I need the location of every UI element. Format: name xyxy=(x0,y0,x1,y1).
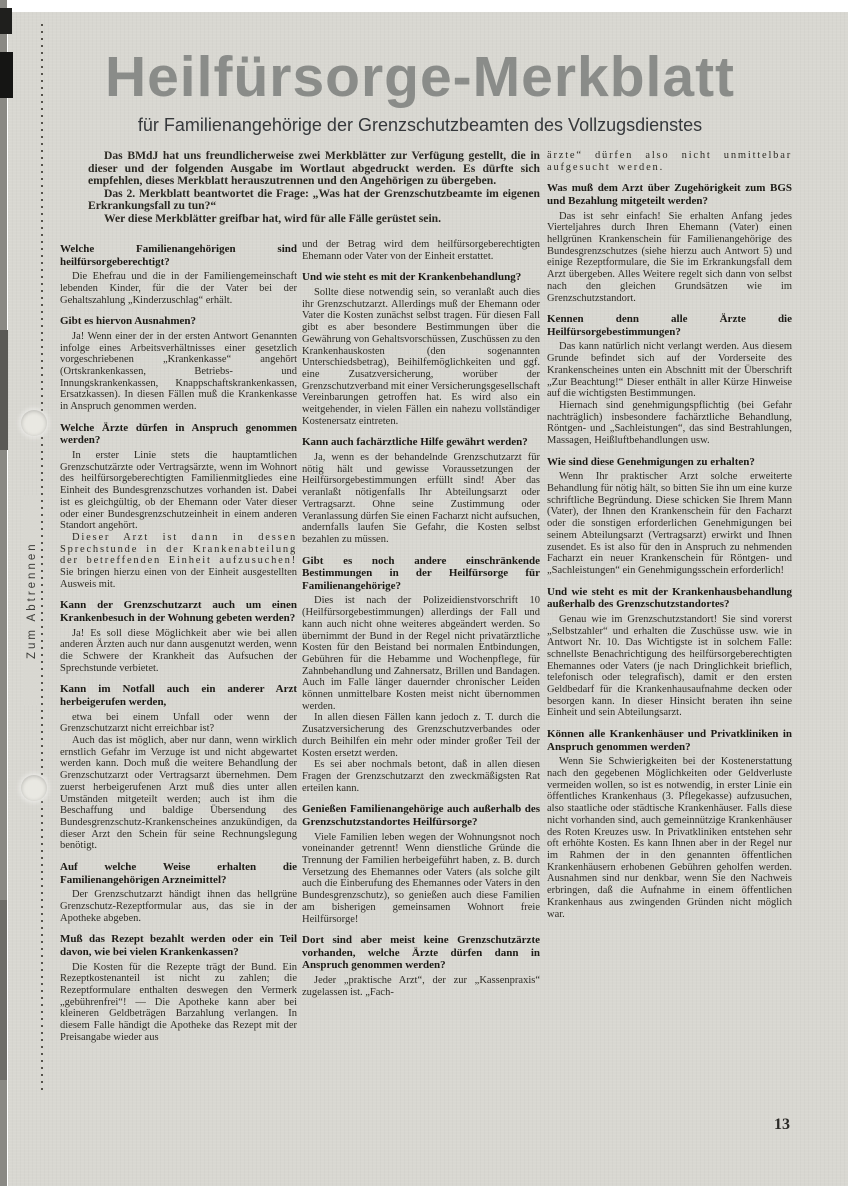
question-heading: Und wie steht es mit der Krankenbehandlung? xyxy=(302,271,522,284)
paragraph: Die Kosten für die Rezepte trägt der Bund. Ein Rezeptkostenanteil ist nicht zu zahlen; die Rezeptformulare enthalten deswegen den Vermerk „gebührenfrei“! — Die Apotheke kann aber bei kleineren Geldbeträgen Barzahlung verlangen. In diesem Falle händigt die Apotheke das Rezept mit der Preisangabe wieder aus xyxy=(60,961,297,1043)
question-heading: Kann der Grenzschutzarzt auch um einen Krankenbesuch in der Wohnung gebeten werden? xyxy=(60,599,297,625)
paragraph: Ja! Es soll diese Möglichkeit aber wie bei allen anderen Ärzten auch nur dann ausgenutzt werden, wenn die Schwere der Krankheit das Aufsuchen der Sprechstunde verbietet. xyxy=(60,627,297,674)
masthead xyxy=(70,46,770,136)
intro-paragraph: Wer diese Merkblätter greifbar hat, wird für alle Fälle gerüstet sein. xyxy=(104,211,442,225)
paragraph: Jeder „praktische Arzt“, der zur „Kassenpraxis“ zugelassen ist. „Fach- xyxy=(302,974,540,998)
punch-hole xyxy=(21,775,47,801)
paragraph: Ja, wenn es der behandelnde Grenzschutzarzt für nötig hält und gewisse Voraussetzungen der Heilfürsorgebestimmungen erfüllt sind! Aber das veranlaßt nötigenfalls Ihr Abteilungsarzt oder Vertragsarzt. Ohne seine Zustimmung oder Veranlassung dürfen Sie einen Facharzt nicht aufsuchen, andernfalls laufen Sie Gefahr, die Kosten selbst bezahlen zu müssen. xyxy=(302,452,540,545)
intro-paragraphs xyxy=(88,150,540,225)
perforation-dotted-line xyxy=(41,24,43,1090)
paragraph: etwa bei einem Unfall oder wenn der Grenzschutzarzt nicht erreichbar ist? xyxy=(60,711,297,735)
question-heading: Wie sind diese Genehmigungen zu erhalten? xyxy=(547,455,755,468)
question-heading: Kann im Notfall auch ein anderer Arzt herbeigerufen werden, xyxy=(60,683,297,709)
paragraph: und der Betrag wird dem heilfürsorgeberechtigten Ehemann oder Vater von der Einheit erstattet. xyxy=(302,239,540,262)
paragraph: ärzte“ dürfen also nicht unmittelbar aufgesucht werden. xyxy=(547,150,792,173)
tear-off-margin-note: Zum Abtrennen xyxy=(23,495,41,705)
paragraph: Dies ist nach der Polizeidienstvorschrift 10 (Heilfürsorgebestimmungen) allerdings der Fall und kann auch nicht ohne weiteres abgeändert werden. So übernimmt der Bund in der Regel nicht privatärztliche Kosten für den Beistand bei normalen Entbindungen, Gebühren für die Hebamme und Wochenpflege, für Zahnbehandlung und Zahnersatz, Brillen und Bandagen. Auch im Falle länger dauernder chronischer Leiden können unmittelbare Kosten meist nicht übernommen werden. xyxy=(302,595,540,712)
text-column-middle xyxy=(302,239,540,998)
punch-hole xyxy=(21,410,47,436)
scan-mark xyxy=(0,330,8,450)
paragraph: Die Ehefrau und die in der Familiengemeinschaft lebenden Kinder, für die der Vater bei der Gehaltszahlung „Kinderzuschlag“ erhält. xyxy=(60,271,297,306)
question-heading: Genießen Familienangehörige auch außerhalb des Grenzschutzstandortes Heilfürsorge? xyxy=(302,803,540,828)
intro-paragraph: Das BMdJ hat uns freundlicherweise zwei Merkblätter zur Verfügung gestellt, die in dieser und der folgenden Ausgabe im Wortlaut abgedruckt werden. Es dürfte sich empfehlen, dieses Merkblatt herauszutrennen und den Angehörigen zu übergeben. xyxy=(88,149,540,187)
text-column-left xyxy=(60,243,297,1043)
paragraph: Auch das ist möglich, aber nur dann, wenn wirklich ernstlich Gefahr im Verzuge ist und nicht abgewartet werden kann. Doch muß die weitere Behandlung der Grenzschutzarzt oder Vertragsarzt übernehmen. Dem zuerst herbeigerufenen Arzt muß dies unter allen Umständen mitgeteilt werden; auch ist ihm die Beschaffung und baldige Übersendung des Bundesgrenzschutz-Krankenscheines anzukündigen, da dieser Arzt den Schein für seine Rechnungslegung benötigt. xyxy=(60,735,297,852)
scan-mark xyxy=(0,900,7,1080)
emphasized-spaced-text: Dieser Arzt ist dann in dessen Sprechstunde in der Krankenabteilung der betreffenden Einheit aufzusuchen! xyxy=(60,531,297,567)
plain-text: Sie bringen hierzu einen von der Einheit ausgestellten Ausweis mit. xyxy=(60,567,297,590)
paragraph: Viele Familien leben wegen der Wohnungsnot noch voneinander getrennt! Wenn dienstliche Gründe die Trennung der Familien herbeigeführt haben, z. B. durch Versetzung des Ehemannes oder Vaters (als solche gilt auch die Einberufung des Ehemannes oder Vaters in den Bundesgrenzschutz), so genießen auch diese Familien am bisherigen gemeinsamen Wohnort freie Heilfürsorge! xyxy=(302,831,540,925)
paragraph: Genau wie im Grenzschutzstandort! Sie sind vorerst „Selbstzahler“ und erhalten die Zuschüsse usw. wie in Antwort Nr. 10. Das Wichtigste ist in solchem Falle: schnellste Benachrichtigung des heilfürsorgeberechtigten Ehemannes oder Vaters (je nach Dringlichkeit brieflich, telefonisch oder telegrafisch), damit er den ersten Geldbedarf für die Krankenhausaufnahme decken oder besorgen kann. In dieser Hinsicht beraten ihn seine Einheit und sein Abteilungsarzt. xyxy=(547,613,792,719)
page-title: Heilfürsorge-Merkblatt xyxy=(104,45,736,109)
scan-mark xyxy=(0,52,13,98)
paragraph: Sollte diese notwendig sein, so veranlaßt auch dies ihr Grenzschutzarzt. Allerdings muß der Ehemann oder Vater die Kosten zunächst selbst tragen. Für diesen Fall gibt es aber besondere Bestimmungen über die Gewährung von Gehaltsvorschüssen, Zuschüssen zu den Krankenhauskosten (den sogenannten Unterschiedsbetrag), Beihilfemöglichkeiten und ggf. eine Zusatzversicherung, worüber der Grenzschutzverband mit einer Versicherungsgesellschaft Vereinbarungen getroffen hat. Es wird also ein weitgehender, in vielen Fällen ein nahezu vollständiger Kostenersatz eintreten. xyxy=(302,287,541,427)
question-heading: Gibt es noch andere einschränkende Bestimmungen in der Heilfürsorge für Familienangehörige? xyxy=(302,554,540,592)
paragraph: In erster Linie stets die hauptamtlichen Grenzschutzärzte oder Vertragsärzte, wenn im Wohnort des heilfürsorgeberechtigten Familienmitgliedes eine Einheit des Bundesgrenzschutzes vorhanden ist. Dabei ist es gleichgültig, ob der Ehemann oder Vater dieser oder einer Bundesgrenzschutzeinheit in einem anderen Standort angehört. xyxy=(60,450,297,532)
paragraph: Ja! Wenn einer der in der ersten Antwort Genannten infolge eines Arbeitsverhältnisses einer gesetzlich vorgeschriebenen „Krankenkasse“ angehört (Ortskrankenkassen, Betriebs- und Innungskrankenkassen, Knappschaftskrankenkassen, Ersatzkassen). In diesen Fällen muß die Krankenkasse in Anspruch genommen werden. xyxy=(60,330,297,413)
paragraph: Das kann natürlich nicht verlangt werden. Aus diesem Grunde befindet sich auf der Vorderseite des Krankenscheines unten ein Abschnitt mit der Überschrift „Zur Beachtung!“ Dieser enthält in aller Kürze Hinweise auf die wichtigsten Bestimmungen. xyxy=(547,341,792,400)
question-heading: Können alle Krankenhäuser und Privatkliniken in Anspruch genommen werden? xyxy=(547,728,792,753)
paragraph: Der Grenzschutzarzt händigt ihnen das hellgrüne Grenzschutz-Rezeptformular aus, das sie in der Apotheke abgeben. xyxy=(60,889,297,924)
question-heading: Muß das Rezept bezahlt werden oder ein Teil davon, wie bei vielen Krankenkassen? xyxy=(60,933,297,958)
question-heading: Dort sind aber meist keine Grenzschutzärzte vorhanden, welche Ärzte dürfen dann in Anspruch genommen werden? xyxy=(302,934,540,972)
question-heading: Welche Familienangehörigen sind heilfürsorgeberechtigt? xyxy=(60,243,297,268)
paragraph: Wenn Sie Schwierigkeiten bei der Kostenerstattung nach den gegebenen Möglichkeiten oder Geldverluste vermeiden wollen, so ist es notwendig, in erster Linie ein öffentliches Krankenhaus (3. Pflegekasse) aufzusuchen, also staatliche oder städtische Krankenhäuser. Falls diese nicht vorhanden sind, auch gemeinnützige Krankenhäuser des Roten Kreuzes usw. In Privatkliniken entstehen sehr oft erhöhte Kosten. Es kann Ihnen aber in der Regel nur im Rahmen der in den genannten öffentlichen Krankenhäusern erhobenen Gebühren geholfen werden. Ausnahmen sind nur denkbar, wenn Sie den Nachweis erbringen, daß die Aufnahme in einem öffentlichen Krankenhaus aus zwingenden Gründen nicht möglich war. xyxy=(547,756,792,920)
paragraph: Wenn Ihr praktischer Arzt solche erweiterte Behandlung für nötig hält, so bitten Sie ihn um eine kurze schriftliche Begründung. Diese schicken Sie Ihrem Mann (Vater), der Ihnen den Krankenschein für den Facharzt oder die sonstigen erforderlichen Genehmigungen bei seinem Abteilungsarzt (Vertragsarzt) erwirkt und Ihnen zusendet. Es ist also für den in Anspruch zu nehmenden Facharzt ein neuer Krankenschein für Röntgen- und „Sachleistungen“ ein Genehmigungsschein erforderlich! xyxy=(547,471,792,576)
question-heading: Auf welche Weise erhalten die Familienangehörigen Arzneimittel? xyxy=(60,861,297,886)
page-number: 13 xyxy=(774,1116,790,1133)
paragraph: In allen diesen Fällen kann jedoch z. T. durch die Zusatzversicherung des Grenzschutzverbandes oder durch Beihilfen ein mehr oder minder großer Teil der Kosten ersetzt werden. xyxy=(302,712,540,759)
page-subtitle: für Familienangehörige der Grenzschutzbeamten des Vollzugsdienstes xyxy=(137,115,703,135)
question-heading: Welche Ärzte dürfen in Anspruch genommen werden? xyxy=(60,421,297,447)
paragraph xyxy=(60,532,297,591)
paragraph: Es sei aber nochmals betont, daß in allen diesen Fragen der Grenzschutzarzt den zweckmäßigsten Rat erteilen kann. xyxy=(302,759,540,794)
paragraph: Das ist sehr einfach! Sie erhalten Anfang jedes Vierteljahres durch Ihren Ehemann (Vater) einen hellgrünen Krankenschein für Familienangehörige des Bundesgrenzschutzes (siehe hierzu auch Antwort 5) und einige Rezeptformulare, die Sie im Erkrankungsfall dem Arzt übergeben. Alles Weitere regelt sich dann von selbst nach den gleichen Grundsätzen wie im Grenzschutzstandort. xyxy=(547,210,792,304)
scan-mark xyxy=(0,8,12,34)
question-heading: Was muß dem Arzt über Zugehörigkeit zum BGS und Bezahlung mitgeteilt werden? xyxy=(547,182,792,207)
intro-paragraph: Das 2. Merkblatt beantwortet die Frage: „Was hat der Grenzschutzbeamte im eigenen Erkrankungsfall zu tun?“ xyxy=(88,186,540,212)
question-heading: Und wie steht es mit der Krankenhausbehandlung außerhalb des Grenzschutzstandortes? xyxy=(547,585,792,611)
paragraph: Hiernach sind genehmigungspflichtig (bei Gefahr nachträglich) insbesondere fachärztliche Behandlung, Röntgen- und „Sachleistungen“, das sind Bestrahlungen, Massagen, Heißluftbehandlungen usw. xyxy=(547,399,792,447)
question-heading: Gibt es hiervon Ausnahmen? xyxy=(60,315,196,328)
text-column-right xyxy=(547,150,792,920)
question-heading: Kennen denn alle Ärzte die Heilfürsorgebestimmungen? xyxy=(547,313,792,338)
question-heading: Kann auch fachärztliche Hilfe gewährt werden? xyxy=(302,436,528,449)
